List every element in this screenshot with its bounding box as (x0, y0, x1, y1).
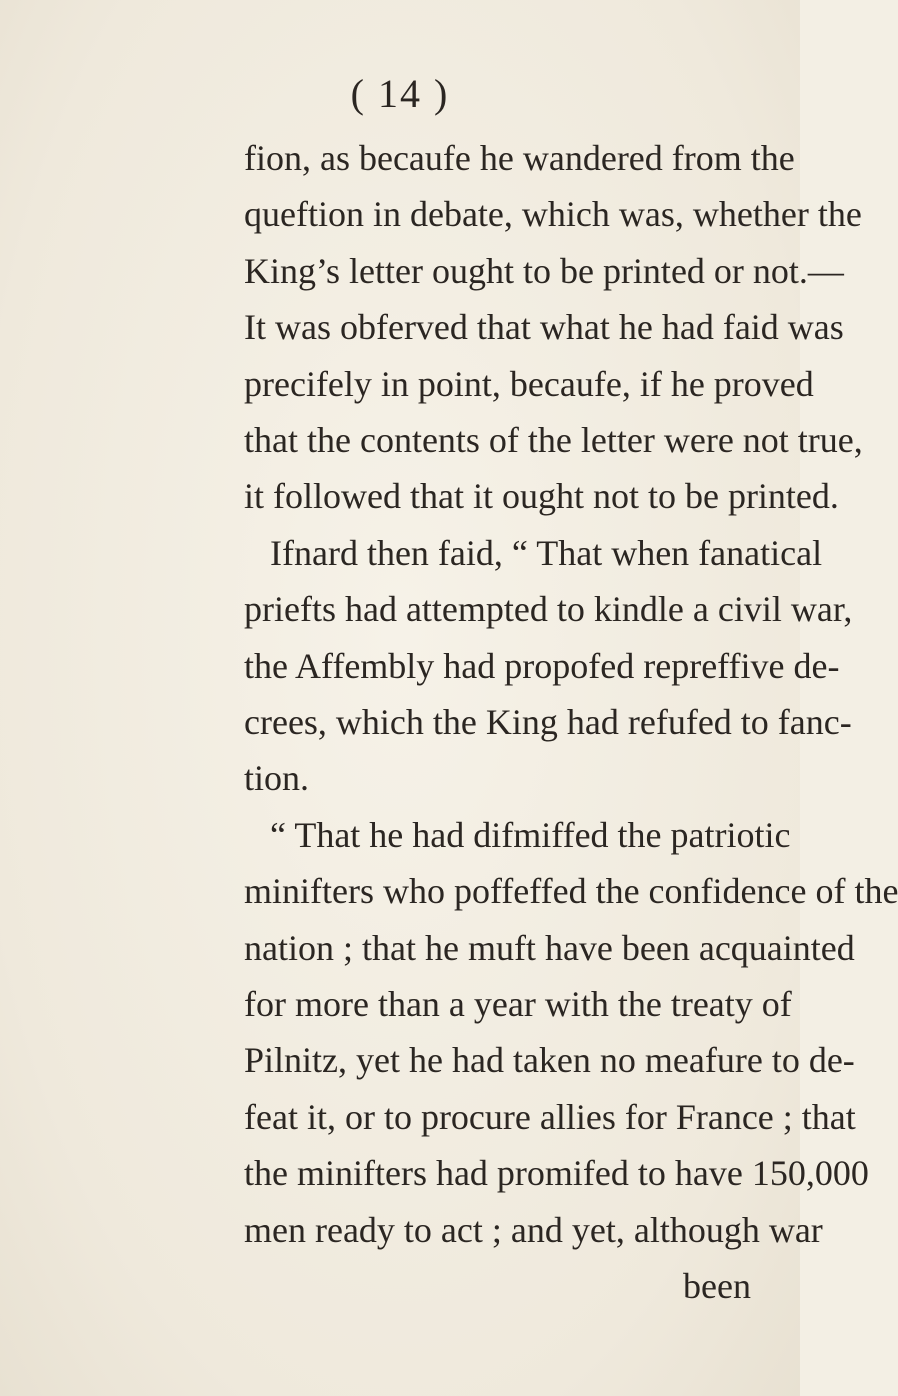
page-number: ( 14 ) (350, 71, 450, 116)
text-line: minifters who poffeffed the confidence of the (244, 871, 898, 911)
text-line: precifely in point, becaufe, if he proved (244, 364, 814, 404)
text-line: for more than a year with the treaty of (244, 984, 792, 1024)
text-line: crees, which the King had refufed to fanc- (244, 702, 852, 742)
text-line: men ready to act ; and yet, although war (244, 1210, 823, 1250)
text-line: It was obferved that what he had faid was (244, 307, 844, 347)
text-line: Ifnard then faid, “ That when fanatical (270, 533, 823, 573)
text-line: priefts had attempted to kindle a civil war, (244, 589, 853, 629)
text-line: it followed that it ought not to be printed. (244, 476, 839, 516)
text-line: King’s letter ought to be printed or not.— (244, 251, 844, 291)
text-line: “ That he had difmiffed the patriotic (270, 815, 791, 855)
text-line: the minifters had promifed to have 150,000 (244, 1153, 869, 1193)
text-line: nation ; that he muft have been acquainted (244, 928, 855, 968)
catchword: been (683, 1266, 751, 1306)
text-line: tion. (244, 758, 310, 798)
text-line: Pilnitz, yet he had taken no meafure to de- (244, 1040, 855, 1080)
text-line: that the contents of the letter were not true, (244, 420, 863, 460)
text-line: feat it, or to procure allies for France ; that (244, 1097, 856, 1137)
text-line: the Affembly had propofed repreffive de- (244, 646, 840, 686)
text-line: queftion in debate, which was, whether the (244, 194, 862, 234)
text-line: fion, as becaufe he wandered from the (244, 138, 795, 178)
